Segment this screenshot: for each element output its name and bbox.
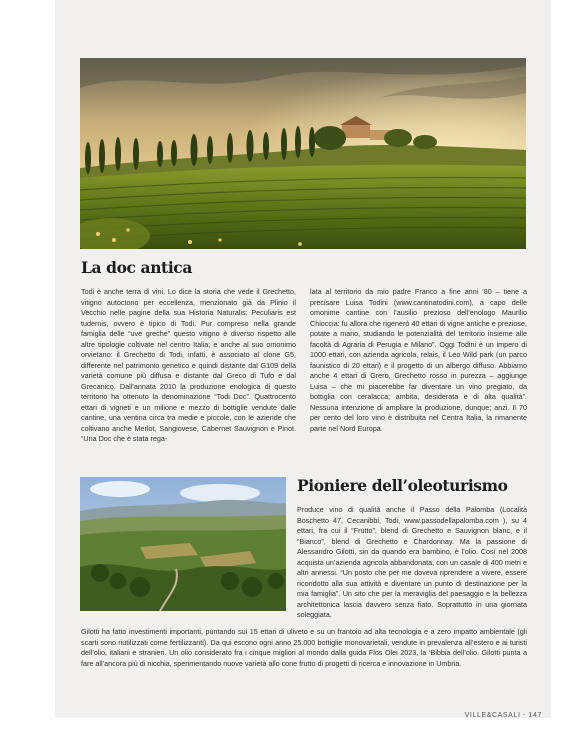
- section-heading-doc: La doc antica: [81, 258, 192, 277]
- article-column-3: Produce vino di qualità anche il Passo della Palomba (Località Boschetto 47, Cecanibbi, Todi, www.passodellapalomba.com ), su 4 ettari, fra cui il “Frutto”, blend di Grechetto e Sauvignon blanc, e il “Bianco”, blend di Grechetto e Chardonnay. Ma la passione di Alessandro Gilotti, sin da quando era bambino, è l’olio. Così nel 2008 acquista un’azienda agricola abbandonata, con un casale di 400 metri e altri annessi. “Un posto che per me doveva riprendere a vivere, essere ricondotto alla sua attività e diventare un punto di destinazione per la mia famiglia”. Un sito che per la meraviglia del paesaggio e la bellezza architettonica lascia davvero senza fiato. Soprattutto in una giornata soleggiata.: [297, 505, 527, 619]
- article-column-2: lata al territorio da mio padre Franco a fine anni ’80 – tiene a precisare Luisa Todini (www.cantinatodini.com), a capo delle omonime cantine con l’ausilio prezioso dell’enologo Maurilio Chioccia: fu allora che rigenerò 40 ettari di vigne antiche e preziose, potate a mano, studiando le potenzialità del territorio insieme alle facoltà di Agraria di Perugia e Milano”. Oggi Todini è un impero di 1000 ettari, con azienda agricola, relais, il Leo Wild park (un parco faunistico di 20 ettari) e il progetto di un albergo diffuso. Abbiamo anche 4 ettari di Grero, Grechetto rosso in purezza – aggiunge Luisa – che mi piacerebbe far diventare un vino pregiato, da bottiglia con ceralacca; ambita, desiderata e di alta qualità”. Nessuna intenzione di ampliare la produzione, dunque; anzi. Il 70 per cento del loro vino è distribuita nel Centra Italia, la rimanente parte nel Nord Europa.: [310, 287, 527, 433]
- article-column-1: Todi è anche terra di vini. Lo dice la storia che vede il Grechetto, vitigno autoctono per eccellenza, menzionato già da Plinio il Vecchio nelle pagine della sua Historia Naturalis: Peculiaris est tudernis, ovvero è tipico di Todi. Pur compreso nella grande famiglia delle “uve greche” questo vitigno è diverso rispetto alle altre tipologie coltivate nel centro Italia; e anche al suo omonimo orvietano: il Grechetto di Todi, infatti, è associato al clone G5, differente nel patrimonio genetico e quindi distante dal G109 della varietà comune più diffusa e distante dal Greco di Tufo e dal Grecanico. Dall’annata 2010 la produzione enologica di questo territorio ha ottenuto la denominazione “Todi Doc”. Quattrocento ettari di vigneti e un milione e mezzo di bottiglie vendute dalle cantine, una ventina circa tra medie e piccole, con le aziende che coltivano anche Merlot, Sangiovese, Cabernet Sauvignon e Pinot. “Una Doc che è stata rega-: [81, 287, 296, 443]
- page-folio: VILLE&CASALI - 147: [464, 712, 542, 719]
- section-heading-pioneer: Pioniere dell’oleoturismo: [297, 476, 508, 495]
- article-closing-paragraph: Gilotti ha fatto investimenti importanti, puntando sui 15 ettari di uliveto e su un frantoio ad alta tecnologia e a zero impatto ambientale (gli scarti sono riutilizzati come fertilizzanti). Da qui escono ogni anno 25.000 bottiglie monovarietali, vendute in prevalenza all’estero e ai turisti dell’olio, italiani e stranieri. Un olio considerato fra i cinque migliori al mondo dalla guida Flos Olei 2023, la ‘Bibbia dell’olio. Gilotti punta a fare all’ancora più di nicchia, sperimentando nuove varietà allo cone frutto di progetti di ricerca e innovazione in Umbria.: [81, 627, 527, 668]
- umbrian-valley-photo: [80, 477, 286, 611]
- vineyard-sunset-photo: [80, 58, 526, 249]
